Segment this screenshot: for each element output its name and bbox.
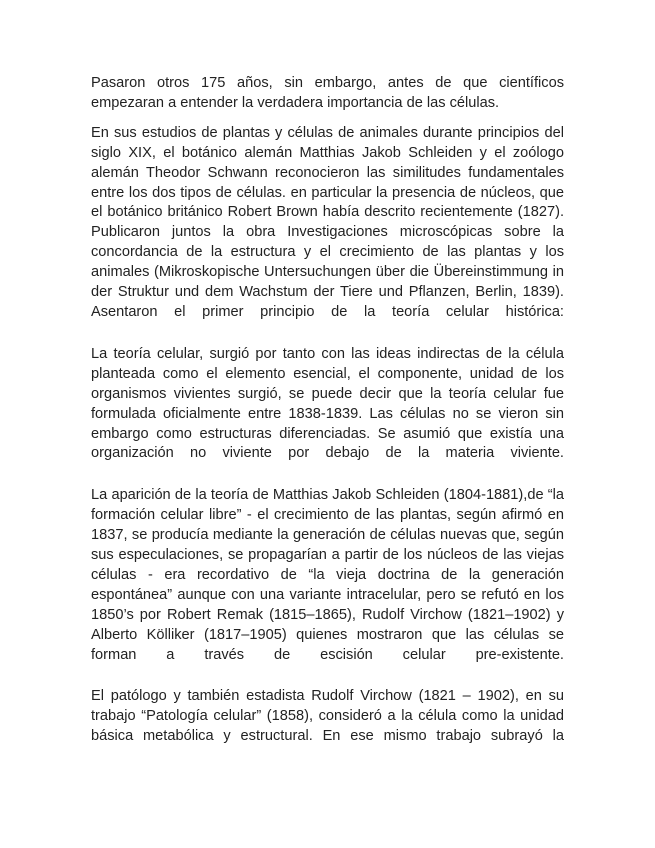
paragraph-formacion-celular-libre: La aparición de la teoría de Matthias Jakob Schleiden (1804-1881),de “la formación celular libre” - el crecimiento de las plantas, según afirmó en 1837, se producía mediante la generación de células nuevas que, según sus especulaciones, se propagarían a partir de los núcleos de las viejas células - era recordativo de “la vieja doctrina de la generación espontánea” aunque con una variante intracelular, pero se refutó en los 1850’s por Robert Remak (1815–1865), Rudolf Virchow (1821–1902) y Alberto Kölliker (1817–1905) quienes mostraron que las células se forman a través de escisión celular pre-existente. <box>91 487 564 663</box>
paragraph-virchow: El patólogo y también estadista Rudolf Virchow (1821 – 1902), en su trabajo “Patología celular” (1858), consideró a la célula como la unidad básica metabólica y estructural. En ese mismo trabajo subrayó la <box>91 688 564 745</box>
paragraph-intro: Pasaron otros 175 años, sin embargo, antes de que científicos empezaran a entender la verdadera importancia de las células. <box>91 75 564 111</box>
paragraph-schleiden-schwann: En sus estudios de plantas y células de animales durante principios del siglo XIX, el botánico alemán Matthias Jakob Schleiden y el zoólogo alemán Theodor Schwann reconocieron las similitudes fundamentales entre los dos tipos de células. en particular la presencia de núcleos, que el botánico británico Robert Brown había descrito recientemente (1827). Publicaron juntos la obra Investigaciones microscópicas sobre la concordancia de la estructura y el crecimiento de las plantas y los animales (Mikroskopische Untersuchungen über die Übereinstimmung in der Struktur und dem Wachstum der Tiere und Pflanzen, Berlin, 1839). Asentaron el primer principio de la teoría celular histórica: <box>91 124 564 320</box>
document-body <box>91 74 564 747</box>
paragraph-teoria-celular: La teoría celular, surgió por tanto con las ideas indirectas de la célula planteada como el elemento esencial, el componente, unidad de los organismos vivientes surgió, se puede decir que la teoría celular fue formulada oficialmente entre 1838-1839. Las células no se vieron sin embargo como estructuras diferenciadas. Se asumió que existía una organización no viviente por debajo de la materia viviente. <box>91 345 564 462</box>
